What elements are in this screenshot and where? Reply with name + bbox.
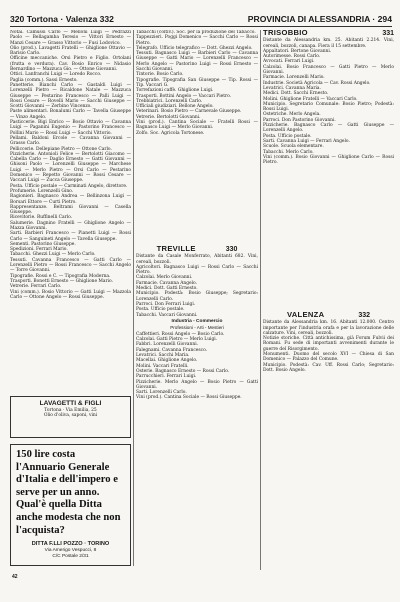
ad-address: Via Amerigo Vespucci, 8 <box>44 548 97 553</box>
listing-entry: Tabacchi. Merlo Carlo. <box>263 149 314 155</box>
listing-entry: Pasticcerie. Bigi Enrico — Bosio Ottavio — Cavanna Luigi — Paganini Eugenio — Pastorino Francesco — Pollini Mario — Rossi Luigi — Sacchi Vittorio. <box>10 120 131 136</box>
listing-entry: Scuole. Scuola elementare. <box>263 144 324 150</box>
listing-entry: Pizzicherie. Bagnasco Carlo — Gatti Giuseppe — Lorenzelli Angelo. <box>263 123 394 134</box>
ad-annuario-text: 150 lire costa l'Annuario Generale d'Italia e dell'impero e serve per un anno. Qual'è quella Ditta anche modesta che non l'acquista? <box>16 449 121 536</box>
advertisement-annuario <box>10 444 131 566</box>
treville-industry-entry: Molini. Vaccari Fratelli. <box>136 363 189 369</box>
column-2-listings <box>136 30 258 242</box>
listing-entry: Trasporti. Bottini Angelo — Vaccari Pietro. <box>136 93 232 99</box>
listing-entry: Tessuti. Bagnasco Luigi — Barbieri Carlo — Cavanna Giuseppe — Gatti Mario — Lorenzelli Francesco — Merlo Angelo — Pastorino Luigi — Rossi Ernesto — Sacchi Giovanni. <box>136 51 258 73</box>
listing-entry: Telegrafo. Ufficio telegrafico — Dott. Ghezzi Angelo. <box>136 45 253 51</box>
listing-entry: Pellami. Baldoni Ercole — Cavanna Giovanni — Grasso Carlo. <box>10 135 131 147</box>
treville-industry-entry: Pizzicherie. Merlo Angelo — Bosio Pietro — Gatti Giovanni. <box>136 379 258 390</box>
treville-industry-entry: Calzolai. Gatti Pietro — Merlo Luigi. <box>136 337 218 343</box>
listing-entry: Tessuti. Cavanna Francesco — Gatti Carlo — Lorenzelli Pietro — Rossi Francesco — Sacchi Angelo — Torre Giovanni. <box>10 257 131 274</box>
listing-entry: Ottici. Lanfranchi Luigi — Loredo Rocco. <box>10 72 102 78</box>
column-3-listings <box>263 30 394 308</box>
column-divider-2 <box>260 30 261 570</box>
treville-industry-entry: Caffettieri. Rossi Angelo — Bosio Carlo. <box>136 331 225 337</box>
valenza-name: VALENZA <box>286 312 325 319</box>
listing-entry: Municipio. Segretario Comunale: Bosio Pietro; Podestà: Rossi Luigi. <box>263 101 394 113</box>
listing-entry: Autorimesse. Rossi Carlo. <box>263 54 321 60</box>
listing-entry: Ragionieri. Bagnasco Andrea — Bellinzona Luigi — Borsari Ettore — Curti Pietro. <box>10 194 131 205</box>
listing-entry: Tipografie. Tipografia San Giuseppe — Tip. Rossi — Tip. Vaccari G. <box>136 77 258 88</box>
treville-entry: Municipio. Podestà: Bosio Giuseppe; Segretario: Lorenzelli Carlo. <box>136 291 258 302</box>
treville-entry: Posta. Ufficio postale. <box>136 307 185 313</box>
listing-entry: Vetrerie. Bertolotti Giovanni. <box>136 114 201 120</box>
listing-entry: Posta. Ufficio postale — Carminati Angelo, direttore. <box>10 183 128 189</box>
treville-industry-sub: Professioni - Arti - Mestieri <box>170 325 224 331</box>
listing-entry: Veterinari. Bosio Pietro — Carnevale Giuseppe. <box>136 109 242 115</box>
treville-industry-entry: Vini (prod.). Cantina Sociale — Rossi Giuseppe. <box>136 395 242 401</box>
treville-industry-entry: Fabbri. Lorenzelli Giovanni. <box>136 342 198 348</box>
treville-entry: Agricoltori. Bagnasco Luigi — Rossi Carlo — Sacchi Pietro. <box>136 264 258 276</box>
header-left: 320 Tortona · Valenza 332 <box>10 14 114 24</box>
listing-entry: Farmacie. Lorenzelli Mario. <box>263 75 325 81</box>
listing-entry: Olio (prod.). Lavagetti Fratelli — Ghiglione Ottavio — Barisio Carlo. <box>10 45 131 57</box>
valenza-entry: Monumenti. Duomo del secolo XVI — Chiesa di San Domenico — Palazzo del Comune. <box>263 352 394 363</box>
treville-name: TREVILLE <box>156 246 196 253</box>
treville-entry: Calzolai. Merlo Giovanni. <box>136 275 193 281</box>
listing-entry: Pelliccerie. Dellepiane Pietro — Ottone Carlo. <box>10 146 112 152</box>
listing-entry: Notai. Camussi Carlo — Melloni Luigi — Pedrazzi Paolo — Bellagamba Teresio — Vittori Ernesto — Manzi Cesare — Grasso Vittorio — Fusi Lodovico. <box>10 30 131 46</box>
ad-contact: C/C Postale 2/31 <box>52 554 89 559</box>
listing-entry: Ricevitorie. Ruffinelli Carlo. <box>10 215 73 221</box>
listing-entry: Tappezzieri. Poggi Domenico — Sacchi Carlo — Rossi Pietro. <box>136 35 258 46</box>
ad-lavagetti-address: Tortona · Via Emilia, 25 <box>44 408 97 413</box>
valenza-heading <box>263 312 394 318</box>
treville-industry-entry: Falegnami. Cavanna Francesco. <box>136 347 208 353</box>
listing-entry: Distante da Alessandria km. 25. Abitanti 2.214. Vini, cereali, bozzoli, canapa. Fiera il 15 settembre. <box>263 38 394 49</box>
advertisement-lavagetti <box>10 396 131 438</box>
valenza-number: 332 <box>358 312 371 319</box>
listing-entry: Vini (prod.). Cantina Sociale — Fratelli Rossi — Bagnasco Luigi — Merlo Giovanni. <box>136 120 258 131</box>
listing-entry: Medici. Dott. Sacchi Ernesto. <box>263 91 329 97</box>
listing-entry: Rappresentanze. Beltrami Giovanni — Casella Giuseppe. <box>10 204 131 216</box>
treville-entry: Medici. Dott. Gatti Ernesto. <box>136 286 198 292</box>
listing-entry: Trasporti. Bonetti Ernesto — Ghiglione Mario. <box>10 278 114 284</box>
valenza-section <box>263 312 394 574</box>
treville-industry-entry: Osterie. Bagnasco Ernesto — Rossi Carlo. <box>136 368 230 374</box>
listing-entry: Ufficiali giudiziari. Bellone Angelo. <box>136 104 214 110</box>
trisobbio-heading <box>263 30 394 36</box>
trisobbio-name: TRISOBBIO <box>263 30 308 37</box>
listing-entry: Vini (comm.). Bosio Giovanni — Ghiglione Carlo — Rossi Pietro. <box>263 154 394 166</box>
treville-entry: Tabacchi. Vaccari Giovanni. <box>136 312 198 318</box>
column-divider-1 <box>133 30 134 566</box>
listing-entry: Parroci. Don Pastorino Giovanni. <box>263 117 336 123</box>
valenza-entry: Notizie storiche. Città antichissima, già Forum Fulvii dei Romani. Fu sede di importanti avvenimenti durante le guerre del Risorgimento. <box>263 336 394 352</box>
listing-entry: Industrie. Società Agricola — Cav. Rossi Angelo. <box>263 80 371 86</box>
treville-entry: Parroci. Don Ferrari Luigi. <box>136 301 196 307</box>
listing-entry: Sarti. Cavanna Luigi — Ferrari Angelo. <box>263 138 350 144</box>
listing-entry: Trebbiatrici. Lorenzelli Carlo. <box>136 98 203 104</box>
page-mark: 42 <box>12 574 18 580</box>
treville-section <box>136 246 258 572</box>
listing-entry: Vetrerie. Ferrari Carlo. <box>10 284 62 290</box>
listing-entry: Paste alimentari. Bonalumi Carlo — Tavella Giuseppe — Vinzo Angelo. <box>10 109 131 120</box>
listing-entry: Posta. Ufficio postale. <box>263 133 312 139</box>
treville-industry-entry: Levatrici. Sacchi Maria. <box>136 353 190 359</box>
running-header <box>10 12 392 27</box>
listing-entry: Paglia (comm.). Sassi Ernesto. <box>10 77 78 83</box>
listing-entry: Calzolai. Bosio Francesco — Gatti Pietro — Merlo Giovanni. <box>263 64 394 76</box>
listing-entry: Appaltatori. Bertone Giovanni. <box>263 48 332 54</box>
ad-lavagetti-products: Olio d'oliva, saponi, vini <box>43 413 98 419</box>
ad-lavagetti-name: LAVAGETTI & FIGLI <box>39 400 102 407</box>
listing-entry: Panetterie. Bianchi Carlo — Gastaldi Luigi — Lorenzelli Pietro — Ricaldone Natale — Mazzuca Giuseppe — Pestarino Francesco — Palli Luigi — Rossi Cesare — Rovelli Mario — Sacchi Giuseppe — Scotti Giovanni — Zerbino Vincenzo. <box>10 82 131 110</box>
listing-entry: Pizzicherie. Antonioli Felice — Bertolotti Giacomo — Cabella Carlo — Daglio Ernesto — Gatti Giovanni — Ghisoni Paolo — Lorenzelli Giuseppe — Marchese Luigi — Merlo Pietro — Orsi Carlo — Pestarino Domenico — Repetto Giovanni — Rossi Cesare — Vaccari Luigi — Zucca Giuseppe. <box>10 151 131 184</box>
treville-number: 330 <box>225 246 238 253</box>
treville-industry-entry: Sarti. Lorenzelli Carlo. <box>136 390 187 396</box>
listing-entry: Avvocati. Ferrari Luigi. <box>263 59 315 65</box>
listing-entry: Profumerie. Lorenzelli Gino. <box>10 188 74 194</box>
listing-entry: Molini. Ghiglione Fratelli — Vaccari Carlo. <box>263 96 358 102</box>
treville-industry-entry: Macellai. Ghiglione Angelo. <box>136 358 198 364</box>
treville-industry-entry: Parrucchieri. Ferrari Luigi. <box>136 374 197 380</box>
listing-entry: Levatrici. Cavanna Maria. <box>263 85 321 91</box>
listing-entry: Sarti. Barbieri Francesco — Pianetti Luigi — Rossi Carlo — Sanguineti Angelo — Tavella Giuseppe. <box>10 231 131 242</box>
listing-entry: Ostetriche. Merlo Angela. <box>263 112 321 118</box>
header-right: PROVINCIA DI ALESSANDRIA · 294 <box>247 14 392 24</box>
listing-entry: Torrefazioni caffè. Ghiglione Luigi. <box>136 88 214 94</box>
listing-entry: Tintorie. Bosio Carlo. <box>136 72 184 78</box>
treville-heading <box>136 246 258 252</box>
column-1-listings <box>10 30 131 394</box>
trisobbio-number: 331 <box>382 30 394 37</box>
treville-entry: Distante da Casale Monferrato, Abitanti 682. Vini, cereali, bozzoli. <box>136 254 258 265</box>
listing-entry: Officine meccaniche. Orsi Pietro e Figlio. Ortolani (frutta e verdura). Cav. Bosio Enrico — Nidasio Bernardino — Mazzuca Gio. — Ottone Giovanni. <box>10 56 131 73</box>
listing-entry: Spedizioni. Ferrari Mario. <box>10 247 68 253</box>
listing-entry: Tabacchi (coltiv.). Soc. per la produzione del Tabacco. <box>136 30 256 35</box>
listing-entry: Tabacchi. Ghezzi Luigi — Merlo Carlo. <box>10 252 96 258</box>
listing-entry: Vini (comm.). Bosio Vittorio — Gatti Luigi — Mazzola Carlo — Ottone Angelo — Rossi Giuseppe. <box>10 289 131 300</box>
treville-industry-header: Industria - Commercio <box>171 318 223 324</box>
treville-entry: Farmacie. Cavanna Angelo. <box>136 280 198 286</box>
listing-entry: Sementi. Pastorino Giuseppe. <box>10 241 76 247</box>
listing-entry: Zolfo. Soc. Agricola Tortonese. <box>136 130 205 136</box>
valenza-entry: Municipio. Podestà: Cav. Uff. Rossi Carlo; Segretario: Dott. Bosio Angelo. <box>263 362 394 373</box>
listing-entry: Tipografie. Rossi e C. — Tipografia Moderna. <box>10 273 111 279</box>
ad-annuario-footer <box>11 541 130 560</box>
listing-entry: Salumerie. Dagnino Fratelli — Ghiglione Angelo — Mazza Giovanni. <box>10 220 131 231</box>
valenza-entry: Distante da Alessandria km. 16. Abitanti 12.000. Centro importante per l'industria orafa e per la lavorazione delle calzature. Vini, cereali, bozzoli. <box>263 320 394 336</box>
ad-company: DITTA F.LLI POZZO · TORINO <box>31 541 110 547</box>
